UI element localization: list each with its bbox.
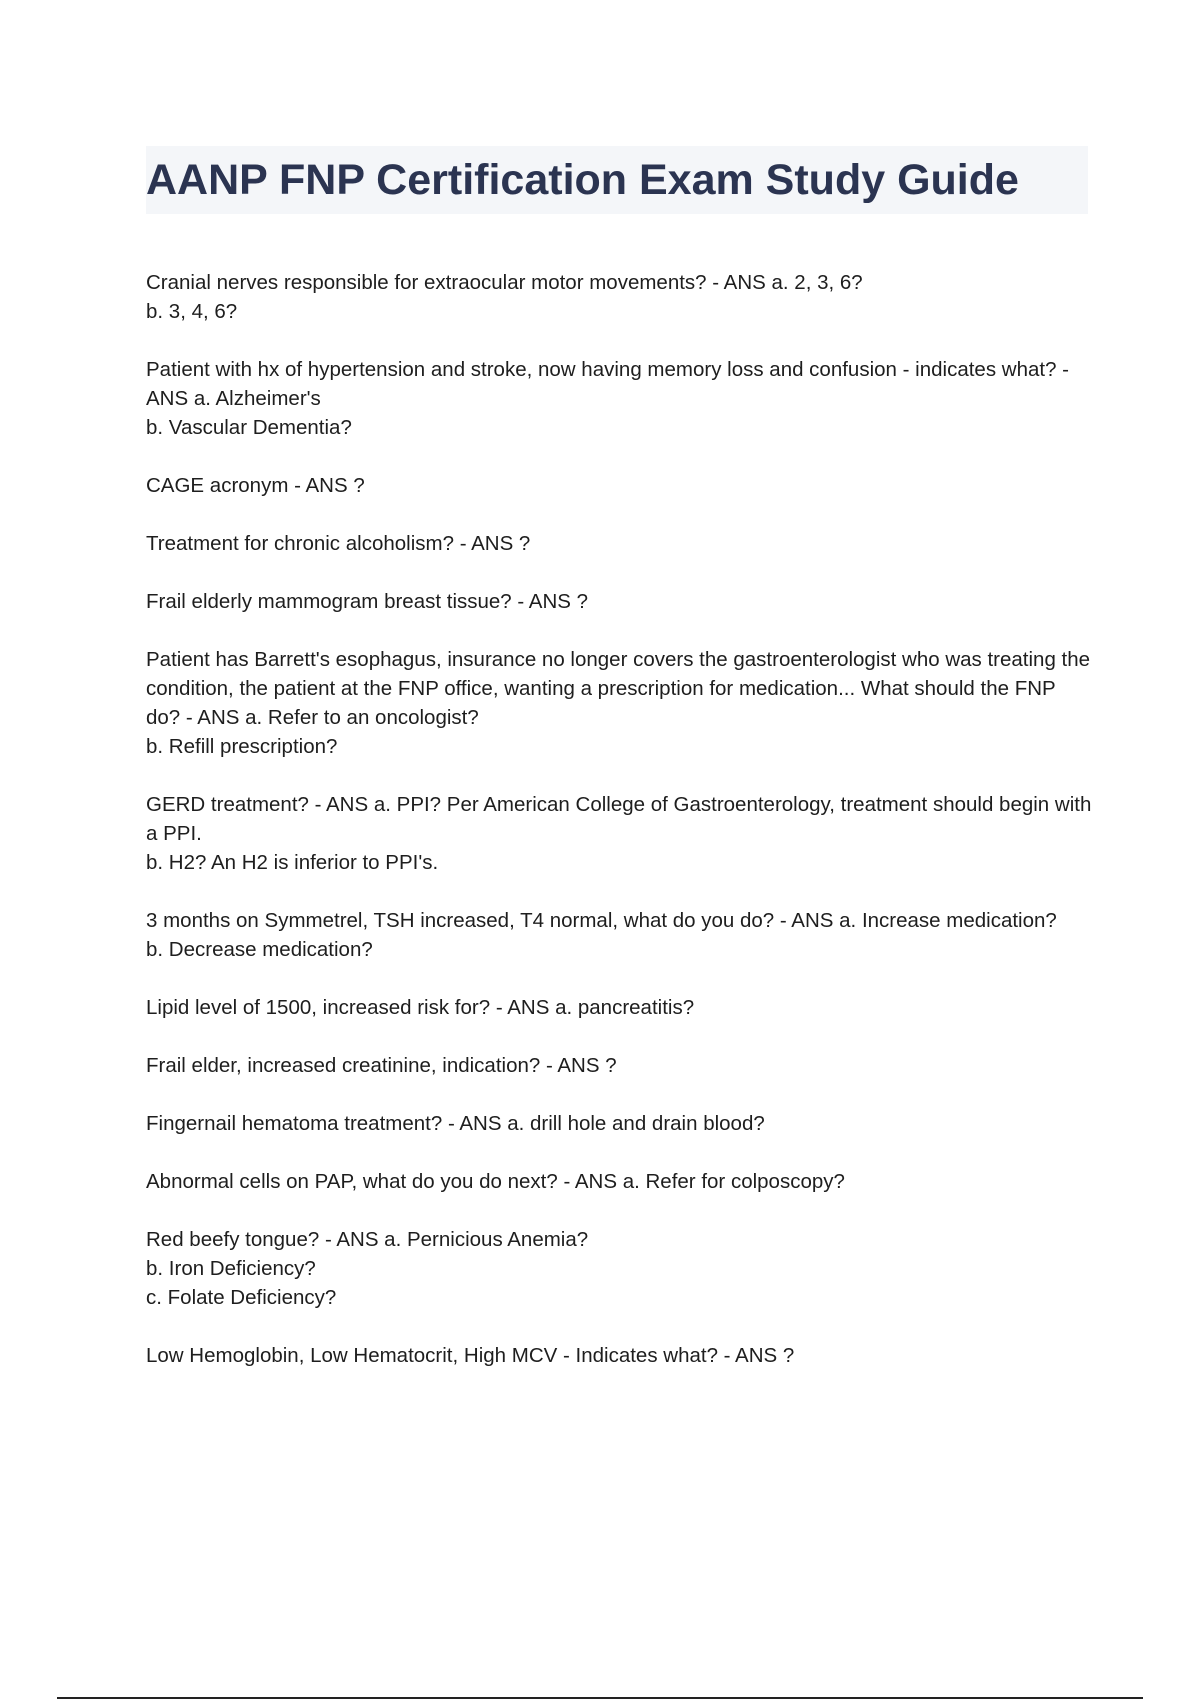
question-line: Cranial nerves responsible for extraocular motor movements? - ANS a. 2, 3, 6? bbox=[146, 271, 863, 294]
answer-option: b. 3, 4, 6? bbox=[146, 300, 238, 323]
answer-option: b. Vascular Dementia? bbox=[146, 416, 352, 439]
question-line: Red beefy tongue? - ANS a. Pernicious Anemia? bbox=[146, 1228, 589, 1251]
question-block bbox=[146, 1051, 1092, 1080]
question-block bbox=[146, 1167, 1092, 1196]
question-line: Low Hemoglobin, Low Hematocrit, High MCV - Indicates what? - ANS ? bbox=[146, 1344, 795, 1367]
question-line: Fingernail hematoma treatment? - ANS a. drill hole and drain blood? bbox=[146, 1112, 765, 1135]
question-list bbox=[146, 268, 1092, 1399]
question-block bbox=[146, 471, 1092, 500]
question-line: 3 months on Symmetrel, TSH increased, T4 normal, what do you do? - ANS a. Increase medication? bbox=[146, 909, 1057, 932]
question-block bbox=[146, 645, 1092, 761]
answer-option: b. Iron Deficiency? bbox=[146, 1257, 316, 1280]
question-block bbox=[146, 268, 1092, 326]
answer-option: b. H2? An H2 is inferior to PPI's. bbox=[146, 851, 439, 874]
question-block bbox=[146, 529, 1092, 558]
answer-option: b. Refill prescription? bbox=[146, 735, 338, 758]
question-line: Frail elderly mammogram breast tissue? - ANS ? bbox=[146, 590, 589, 613]
question-block bbox=[146, 1341, 1092, 1370]
answer-option: b. Decrease medication? bbox=[146, 938, 373, 961]
question-block bbox=[146, 355, 1092, 442]
question-line: Abnormal cells on PAP, what do you do next? - ANS a. Refer for colposcopy? bbox=[146, 1170, 845, 1193]
question-line: GERD treatment? - ANS a. PPI? Per American College of Gastroenterology, treatment should begin with a PPI. bbox=[146, 793, 1092, 845]
question-line: Patient has Barrett's esophagus, insurance no longer covers the gastroenterologist who was treating the condition, the patient at the FNP office, wanting a prescription for medication... What should the FNP do? - ANS a. Refer to an oncologist? bbox=[146, 648, 1091, 729]
question-block bbox=[146, 993, 1092, 1022]
answer-option: c. Folate Deficiency? bbox=[146, 1286, 337, 1309]
question-line: CAGE acronym - ANS ? bbox=[146, 474, 365, 497]
footer-divider bbox=[57, 1697, 1143, 1699]
question-line: Lipid level of 1500, increased risk for? - ANS a. pancreatitis? bbox=[146, 996, 695, 1019]
question-line: Frail elder, increased creatinine, indication? - ANS ? bbox=[146, 1054, 617, 1077]
question-block bbox=[146, 906, 1092, 964]
question-block bbox=[146, 587, 1092, 616]
question-block bbox=[146, 1109, 1092, 1138]
question-block bbox=[146, 790, 1092, 877]
document-title: AANP FNP Certification Exam Study Guide bbox=[146, 156, 1019, 204]
question-line: Treatment for chronic alcoholism? - ANS ? bbox=[146, 532, 531, 555]
question-line: Patient with hx of hypertension and stroke, now having memory loss and confusion - indicates what? - ANS a. Alzheimer's bbox=[146, 358, 1069, 410]
question-block bbox=[146, 1225, 1092, 1312]
